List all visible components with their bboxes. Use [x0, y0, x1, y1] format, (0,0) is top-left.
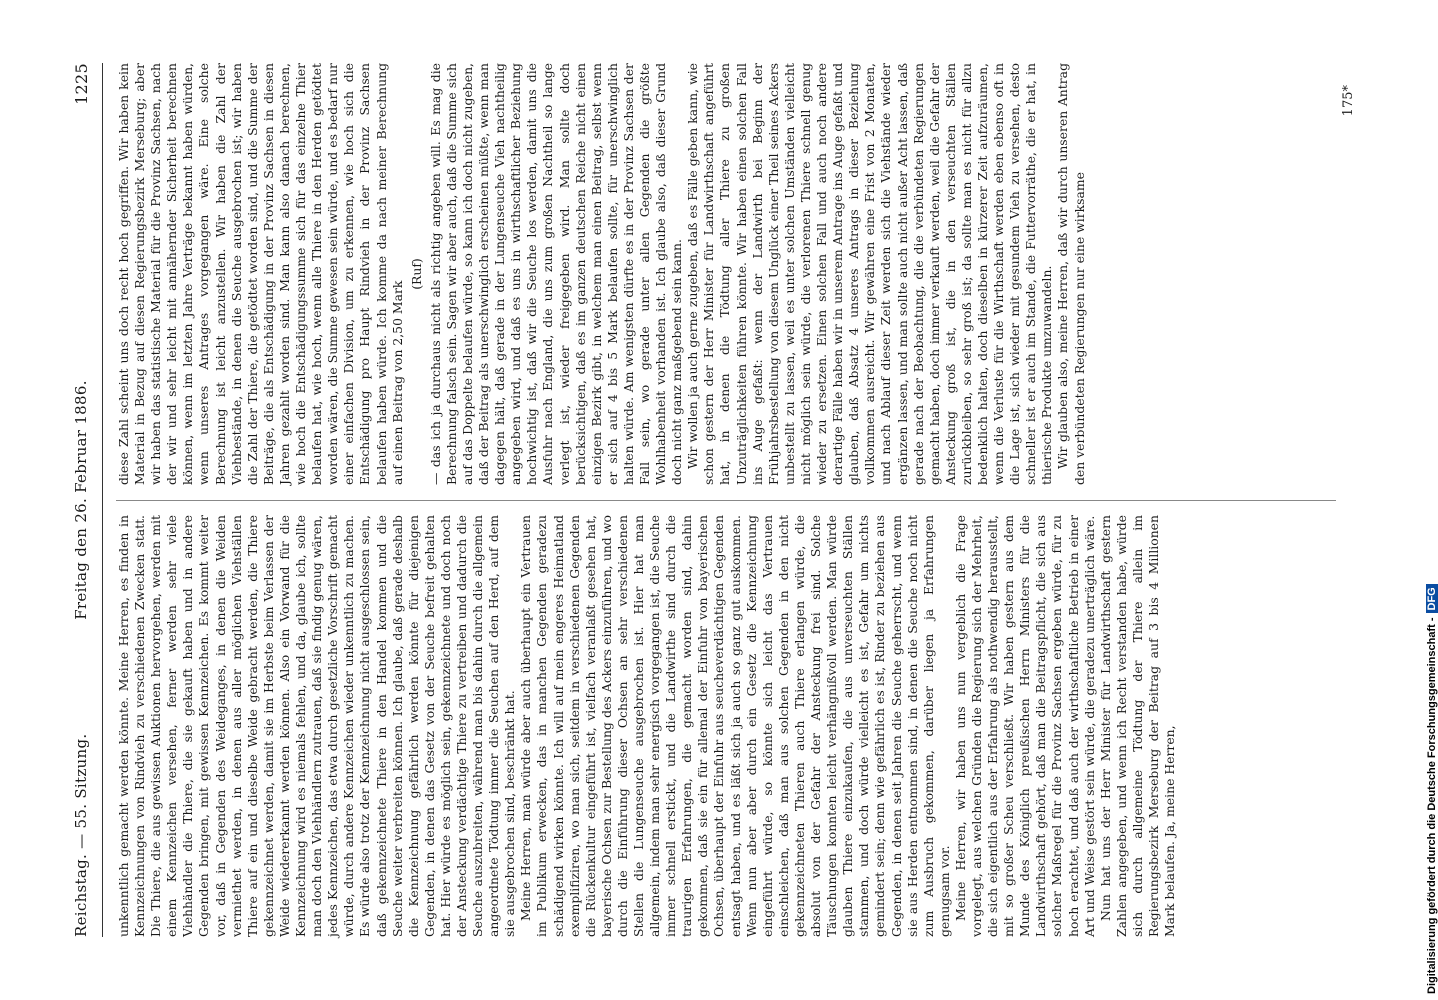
scanned-page — [36, 25, 1396, 975]
left-paragraph: unkenntlich gemacht werden könnte. Meine Herren, es finden in Kennzeichnungen von Rindvieh zu verschiedenen Zwecken statt. Die Thiere, die aus gewissen Auktionen hervorgehen, werden mit einem Kennzeichen versehen, ferner werden sehr viele Viehhändler die Thiere, die sie gekauft haben und in andere Gegenden bringen, mit gewissen Kennzeichen. Es kommt weiter vor, daß in Gegenden des Weideganges, in denen die Weiden vermiethet werden, in denen aus aller möglichen Viehställen Thiere auf ein und dieselbe Weide gebracht werden, die Thiere gekennzeichnet werden, damit sie im Herbste beim Verlassen der Weide wiedererkannt werden können. Also ein Vorwand für die Kennzeichnung wird es niemals fehlen, und da, glaube ich, sollte man doch den Viehhändlern zutrauen, daß sie findig genug wären, jedes Kennzeichen, das etwa durch gesetzliche Vorschrift gemacht würde, durch andere Kennzeichen wieder unkenntlich zu machen. Es würde also trotz der Kennzeichnung nicht ausgeschlossen sein, daß gekennzeichnete Thiere in den Handel kommen und die Seuche weiter verbreiten können. Ich glaube, daß gerade deshalb die Kennzeichnung gefährlich werden könnte für diejenigen Gegenden, in denen das Gesetz von der Seuche befreit gehalten hat. Hier würde es möglich sein, gekennzeichnete und doch noch der Ansteckung verdächtige Thiere zu vertreiben und dadurch die Seuche auszubreiten, während man bis dahin durch die allgemein angeordnete Tödtung immer die Seuchen auf den Herd, auf dem sie ausgebrochen sind, beschränkt hat. — [116, 515, 518, 937]
right-paragraph: Wir glauben also, meine Herren, daß wir durch unseren Antrag den verbündeten Regierungen nur eine wirksame — [1055, 63, 1087, 485]
header-date: Freitag den 26. Februar 1886. — [72, 380, 90, 620]
left-column — [116, 515, 1336, 937]
header-session: Reichstag. — 55. Sitzung. — [72, 733, 90, 937]
right-paragraph: — das ich ja durchaus nicht als richtig angeben will. Es mag die Berechnung falsch sein. Sagen wir aber auch, daß die Summe sich auf das Doppelte belaufen würde, so kann ich doch nicht zugeben, daß der Beitrag als unerschwinglich erscheinen müßte, wenn man dagegen hält, daß gerade in der Lungenseuche Vieh nachtheilig angegeben wird, und daß es uns in wirthschaftlicher Beziehung hochwichtig ist, daß wir die Seuche los werden, damit uns die Ausfuhr nach England, die uns zum großen Nachtheil so lange verlegt ist, wieder freigegeben wird. Man sollte doch berücksichtigen, daß es im ganzen deutschen Reiche nicht einen einzigen Bezirk gibt, in welchem man einen Beitrag, selbst wenn er sich auf 4 bis 5 Mark belaufen sollte, für unerschwinglich halten würde. Am wenigsten dürfte es in der Provinz Sachsen der Fall sein, wo gerade unter allen Gegenden die größte Wohlhabenheit vorhanden ist. Ich glaube also, daß dieser Grund doch nicht ganz maßgebend sein kann. — [427, 63, 685, 485]
left-paragraph: Meine Herren, wir haben uns nun vergeblich die Frage vorgelegt, aus welchen Gründen die Regierung sich der Mehrheit, die sich eigentlich aus der Erfahrung als nothwendig herausstellt, mit so großer Scheu verschließt. Wir haben gestern aus dem Munde des Königlich preußischen Herrn Ministers für die Landwirthschaft gehört, daß man die Beitragspflicht, die sich aus solcher Maßregel für die Provinz Sachsen ergeben würde, für zu hoch erachtet, und daß auch der wirthschaftliche Betrieb in einer Art und Weise gestört sein würde, die geradezu unerträglich wäre. — [952, 515, 1097, 937]
header-rule — [102, 63, 103, 937]
digitization-note — [1426, 6, 1438, 994]
sheet-signature: 175* — [1341, 85, 1356, 117]
page-header — [72, 63, 100, 937]
page-number: 1225 — [72, 63, 91, 105]
left-paragraph: Meine Herren, man würde aber auch überhaupt ein Vertrauen im Publikum erwecken, das in manchen Gegenden geradezu schädigend wirken könnte. Ich will auf mein engeres Heimatland exemplifiziren, wo man sich, seitdem in verschiedenen Gegenden die Rückenkultur eingeführt ist, vielfach veranlaßt gesehen hat, bayerische Ochsen zur Bestellung des Ackers einzuführen, und wo durch die Einführung dieser Ochsen an sehr verschiedenen Stellen die Lungenseuche ausgebrochen ist. Hier hat man allgemein, indem man sehr energisch vorgegangen ist, die Seuche immer schnell erstickt, und die Landwirthe sind durch die traurigen Erfahrungen, die gemacht worden sind, dahin gekommen, daß sie ein für allemal der Einfuhr von bayerischen Ochsen, überhaupt der Einfuhr aus seucheverdächtigen Gegenden entsagt haben, und es läßt sich ja auch so ganz gut auskommen. Wenn nun aber aber durch ein Gesetz die Kennzeichnung eingeführt würde, so könnte sich leicht das Vertrauen einschleichen, daß man aus solchen Gegenden in den nicht gekennzeichneten Thieren auch Thiere erlangen würde, die absolut von der Gefahr der Ansteckung frei sind. Solche Täuschungen konnten leicht verhängnißvoll werden. Man würde glauben Thiere einzukaufen, die aus unverseuchten Ställen stammen, und doch würde vielleicht es ist, Gefahr um nichts gemindert sein; denn wie gefährlich es ist, Rinder zu beziehen aus Gegenden, in denen seit Jahren die Seuche geherrscht, und wenn sie aus Herden entnommen sind, in denen die Seuche noch nicht zum Ausbruch gekommen, darüber liegen ja Erfahrungen genugsam vor. — [518, 515, 952, 937]
column-divider — [116, 500, 1336, 501]
dfg-logo: DFG — [1426, 584, 1438, 613]
right-column — [116, 63, 1336, 485]
right-paragraph: diese Zahl scheint uns doch recht hoch gegriffen. Wir haben kein Material in Bezug auf diesen Regierungsbezirk Merseburg; aber wir haben das statistische Material für die Provinz Sachsen, nach der wir und sehr leicht mit annähernder Sicherheit berechnen können, wenn im letzten Jahre Verträge bekannt haben würden, wenn unseres Antrages vorgegangen wäre. Eine solche Berechnung ist leicht anzustellen. Wir haben die Zahl der Viehbestände, in denen die Seuche ausgebrochen ist; wir haben die Zahl der Thiere, die getödtet worden sind, und die Summe der Beiträge, die als Entschädigung in der Provinz Sachsen in diesen Jahren gezahlt worden sind. Man kann also danach berechnen, wie hoch die Entschädigungssumme sich für das einzelne Thier belaufen hat, wie hoch, wenn alle Thiere in den Herden getödtet worden wären, die Summe gewesen sein würde, und es bedarf nur einer einfachen Division, um zu erkennen, wie hoch sich die Entschädigung pro Haupt Rindvieh in der Provinz Sachsen belaufen haben würde. Ich komme da nach meiner Berechnung auf einen Beitrag von 2,50 Mark — [116, 63, 405, 485]
dfg-sidebar — [1408, 6, 1438, 994]
left-paragraph: Nun hat uns der Herr Minister für Landwirthschaft gestern Zahlen angegeben, und wenn ich Recht verstanden habe, würde sich durch allgemeine Tödtung der Thiere allein im Regierungsbezirk Merseburg der Beitrag auf 3 bis 4 Millionen Mark belaufen. Ja, meine Herren, — [1097, 515, 1178, 937]
interjection: (Ruf) — [408, 258, 424, 290]
digitization-text: Digitalisierung gefördert durch die Deutsche Forschungsgemeinschaft - — [1426, 617, 1438, 994]
right-paragraph: Wir wollen ja auch gerne zugeben, daß es Fälle geben kann, wie schon gestern der Herr Minister für Landwirthschaft angeführt hat, in denen die Tödtung aller Thiere zu großen Unzuträglichkeiten führen könnte. Wir haben einen solchen Fall ins Auge gefaßt: wenn der Landwirth bei Beginn der Frühjahrsbestellung von diesem Unglück einer Theil seines Ackers unbestellt zu lassen, weil es unter solchen Umständen vielleicht nicht möglich sein würde, die verlorenen Thiere schnell genug wieder zu ersetzen. Einen solchen Fall und auch noch andere derartige Fälle haben wir in unserem Antrage ins Auge gefaßt und glauben, daß Absatz 4 unseres Antrags in dieser Beziehung vollkommen ausreicht. Wir gewähren eine Frist von 2 Monaten, und nach Ablauf dieser Zeit werden sich die Viehstände wieder ergänzen lassen, und man sollte auch nicht außer Acht lassen, daß gerade nach der Beobachtung, die die verbündeten Regierungen gemacht haben, doch immer verkauft werden, weil die Gefahr der Ansteckung groß ist, die in den verseuchten Ställen zurückbleiben, so sehr groß ist; da sollte man es nicht für allzu bedenklich halten, doch dieselben in kürzerer Zeit aufzuräumen, wenn die Verluste für die Wirthschaft werden eben ebenso oft in die Lage ist, sich wieder mit gesundem Vieh zu versehen, desto schneller ist er auch im Stande, die Futtervorräthe, die er hat, in thierische Produkte umzuwandeln. — [685, 63, 1055, 485]
